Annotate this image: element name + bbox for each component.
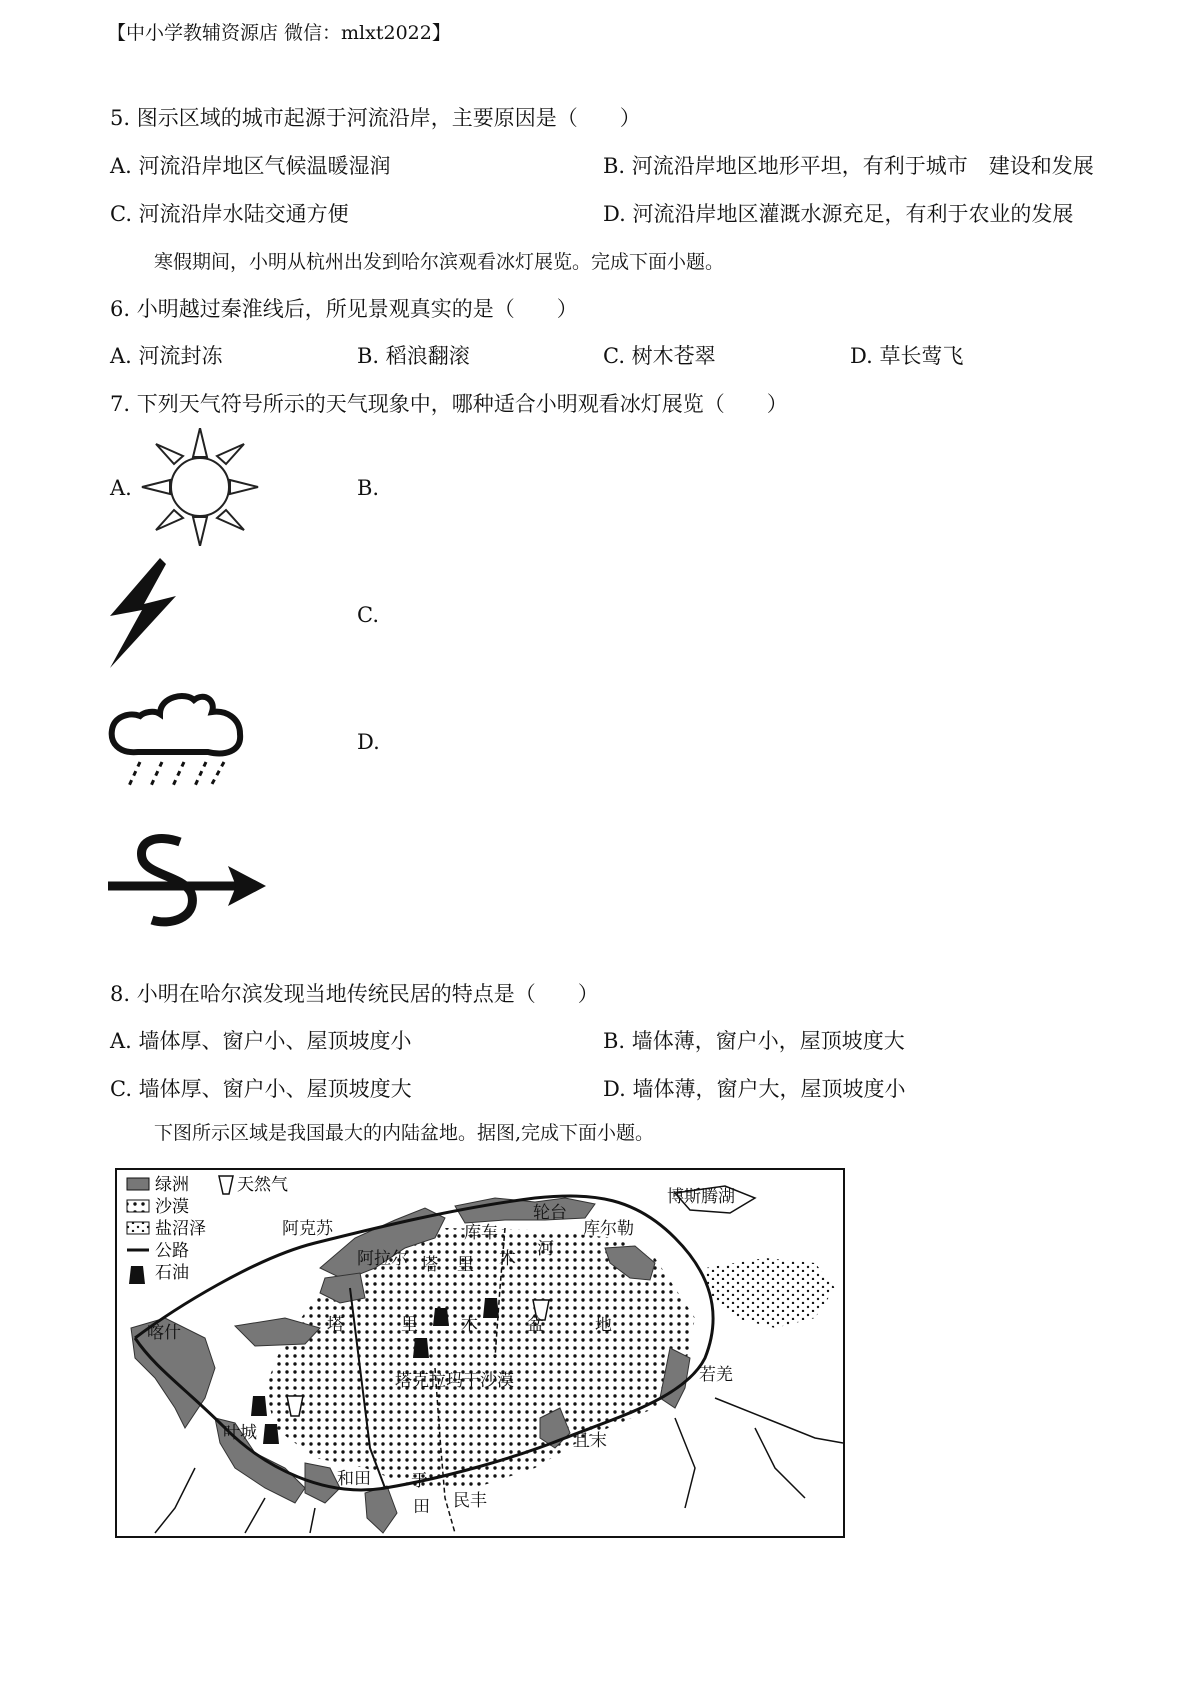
q7-option-c-label: C. bbox=[357, 603, 379, 627]
rain-cloud-icon bbox=[108, 690, 250, 790]
label-basin-di: 地 bbox=[595, 1315, 612, 1334]
q8-option-c: C. 墙体厚、窗户小、屋顶坡度大 bbox=[110, 1077, 412, 1101]
q5-option-a: A. 河流沿岸地区气候温暖湿润 bbox=[110, 154, 391, 178]
label-akesu: 阿克苏 bbox=[282, 1219, 333, 1238]
label-basin-pen: 盆 bbox=[527, 1315, 544, 1334]
oil-symbol bbox=[263, 1424, 279, 1444]
oil-symbol bbox=[251, 1396, 267, 1416]
label-kashi: 喀什 bbox=[147, 1323, 181, 1342]
q7-option-b-label: B. bbox=[357, 476, 380, 500]
label-basin-mu: 木 bbox=[461, 1315, 478, 1334]
label-basin-li: 里 bbox=[401, 1315, 418, 1334]
legend-oasis: 绿洲 bbox=[155, 1175, 189, 1194]
label-river-he: 河 bbox=[537, 1239, 554, 1258]
label-kuche: 库车 bbox=[464, 1223, 498, 1242]
label-yu: 于 bbox=[411, 1471, 428, 1490]
legend-road: 公路 bbox=[155, 1241, 189, 1260]
q7-stem: 7. 下列天气符号所示的天气现象中，哪种适合小明观看冰灯展览（ ） bbox=[110, 392, 788, 416]
label-river-mu: 木 bbox=[499, 1249, 516, 1268]
q8-option-d: D. 墙体薄，窗户大，屋顶坡度小 bbox=[603, 1077, 906, 1101]
label-qiemo: 且末 bbox=[573, 1431, 607, 1450]
q7-option-d-label: D. bbox=[357, 730, 380, 754]
label-luntai: 轮台 bbox=[533, 1203, 567, 1222]
label-hetian: 和田 bbox=[337, 1469, 371, 1488]
label-minfeng: 民丰 bbox=[453, 1491, 487, 1510]
label-basin-ta: 塔 bbox=[327, 1315, 344, 1334]
q6-option-b: B. 稻浪翻滚 bbox=[357, 344, 470, 368]
q5-option-d: D. 河流沿岸地区灌溉水源充足，有利于农业的发展 bbox=[603, 202, 1074, 226]
label-taklamakan-desert: 塔克拉玛干沙漠 bbox=[395, 1371, 514, 1390]
label-tian: 田 bbox=[413, 1497, 430, 1516]
label-bosten-lake: 博斯腾湖 bbox=[667, 1187, 735, 1206]
q8-option-b: B. 墙体薄，窗户小，屋顶坡度大 bbox=[603, 1029, 905, 1053]
oil-symbol bbox=[433, 1308, 449, 1326]
legend-desert: 沙漠 bbox=[155, 1197, 189, 1216]
legend-gas: 天然气 bbox=[237, 1175, 288, 1194]
q6-option-d: D. 草长莺飞 bbox=[850, 344, 964, 368]
lightning-icon bbox=[108, 558, 178, 668]
q6-stem: 6. 小明越过秦淮线后，所见景观真实的是（ ） bbox=[110, 297, 578, 321]
tarim-basin-map bbox=[115, 1168, 845, 1538]
q5-stem: 5. 图示区域的城市起源于河流沿岸，主要原因是（ ） bbox=[110, 106, 641, 130]
label-alaer: 阿拉尔 bbox=[357, 1249, 408, 1268]
q5-option-c: C. 河流沿岸水陆交通方便 bbox=[110, 202, 349, 226]
label-kuerle: 库尔勒 bbox=[583, 1219, 634, 1238]
sun-icon bbox=[138, 428, 262, 546]
label-river-li: 里 bbox=[457, 1255, 474, 1274]
oil-symbol bbox=[413, 1338, 429, 1358]
q8-option-a: A. 墙体厚、窗户小、屋顶坡度小 bbox=[110, 1029, 412, 1053]
q5-option-b: B. 河流沿岸地区地形平坦，有利于城市 建设和发展 bbox=[603, 154, 1094, 178]
legend-oil: 石油 bbox=[155, 1263, 189, 1282]
wind-arrow-icon bbox=[108, 830, 268, 934]
q7-option-a-label: A. bbox=[110, 476, 132, 500]
intro-text-1: 寒假期间，小明从杭州出发到哈尔滨观看冰灯展览。完成下面小题。 bbox=[154, 251, 725, 273]
label-ruoqiang: 若羌 bbox=[699, 1365, 733, 1384]
legend-salt-marsh: 盐沼泽 bbox=[155, 1219, 206, 1238]
page-header: 【中小学教辅资源店 微信：mlxt2022】 bbox=[107, 22, 451, 44]
q6-option-a: A. 河流封冻 bbox=[110, 344, 223, 368]
label-yecheng: 叶城 bbox=[223, 1423, 257, 1442]
oil-symbol bbox=[483, 1298, 499, 1318]
intro-text-2: 下图所示区域是我国最大的内陆盆地。据图,完成下面小题。 bbox=[154, 1122, 655, 1144]
q6-option-c: C. 树木苍翠 bbox=[603, 344, 716, 368]
label-river-ta: 塔 bbox=[421, 1255, 438, 1274]
q8-stem: 8. 小明在哈尔滨发现当地传统民居的特点是（ ） bbox=[110, 982, 599, 1006]
